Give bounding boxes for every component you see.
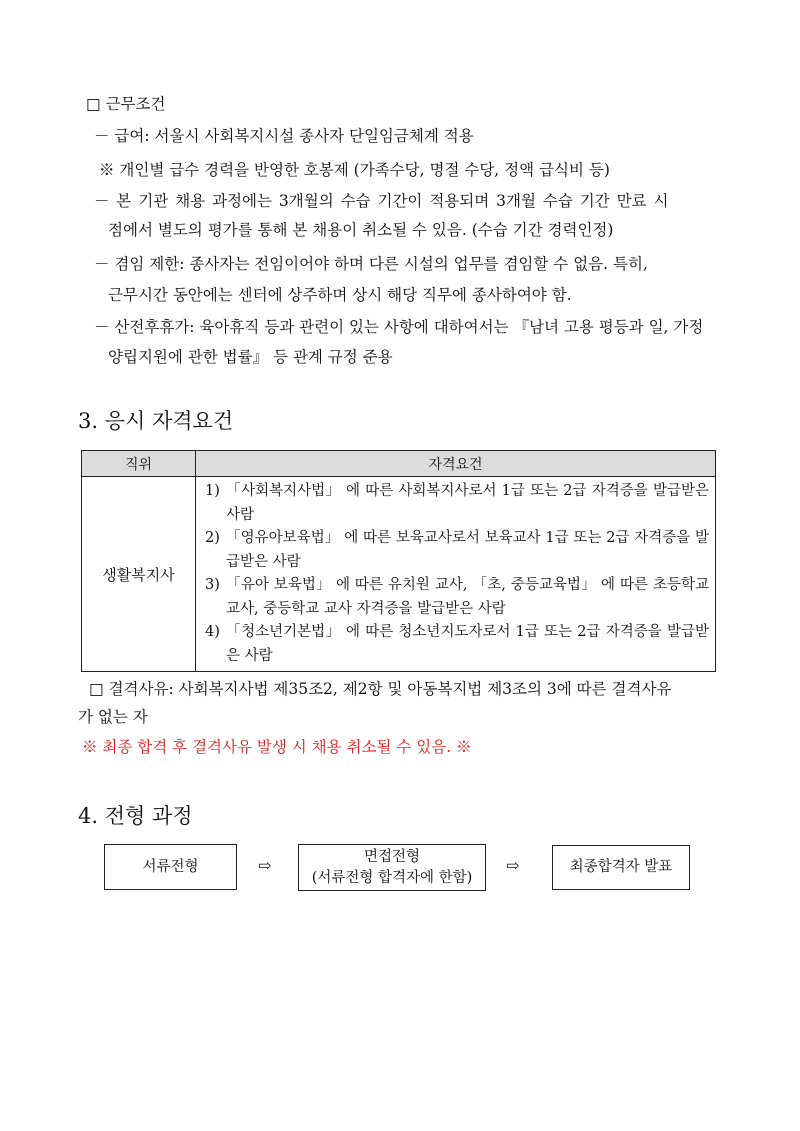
process-step-document-screening (104, 844, 237, 890)
dual-post-line-1: － 겸임 제한: 종사자는 전임이어야 하며 다른 시설의 업무를 겸임할 수 없음. 특히, (94, 255, 648, 273)
process-step-interview (298, 844, 486, 891)
requirement-text: 「영유아보육법」 에 따른 보육교사로서 보육교사 1급 또는 2급 자격증을 발급받은 사람 (226, 530, 709, 570)
step-label: 최종합격자 발표 (569, 859, 673, 875)
section-3-heading: 3. 응시 자격요건 (78, 409, 234, 433)
header-position: 직위 (82, 451, 196, 477)
step-label: 면접전형 (363, 848, 421, 865)
salary-note-line: ※ 개인별 급수 경력을 반영한 호봉제 (가족수당, 명절 수당, 정액 급식비 등) (99, 161, 610, 179)
dual-post-line-2: 근무시간 동안에는 센터에 상주하며 상시 해당 직무에 종사하여야 함. (108, 286, 572, 304)
step-sublabel: (서류전형 합격자에 한함) (311, 869, 473, 886)
requirement-item (205, 527, 709, 574)
salary-line: － 급여: 서울시 사회복지시설 종사자 단일임금체계 적용 (94, 127, 474, 145)
probation-line-1: － 본 기관 채용 과정에는 3개월의 수습 기간이 적용되며 3개월 수습 기간 만료 시 (94, 192, 669, 210)
requirement-item (205, 480, 709, 527)
disqualification-line-1: □ 결격사유: 사회복지사법 제35조2, 제2항 및 아동복지법 제3조의 3에 따른 결격사유 (89, 680, 672, 698)
header-requirements: 자격요건 (196, 451, 716, 477)
probation-line-2: 점에서 별도의 평가를 통해 본 채용이 취소될 수 있음. (수습 기간 경력인정) (108, 221, 614, 239)
requirement-text: 「사회복지사법」 에 따른 사회복지사로서 1급 또는 2급 자격증을 발급받은 사람 (226, 483, 709, 523)
process-step-final-announcement (552, 845, 690, 890)
table-header-row (82, 451, 716, 477)
section-4-heading: 4. 전형 과정 (78, 804, 193, 828)
qualification-table (81, 450, 716, 672)
disqualification-warning: ※ 최종 합격 후 결격사유 발생 시 채용 취소될 수 있음. ※ (82, 738, 472, 756)
disqualification-line-2: 가 없는 자 (78, 708, 148, 726)
maternity-leave-line-2: 양립지원에 관한 법률』 등 관계 규정 준용 (108, 348, 393, 366)
arrow-right-icon: ⇨ (258, 856, 272, 875)
requirement-item (205, 621, 709, 668)
table-row (82, 477, 716, 672)
requirement-number: 4) (205, 624, 220, 640)
requirements-cell (196, 477, 716, 672)
requirement-text: 「유아 보육법」 에 따른 유치원 교사, 「초, 중등교육법」 에 따른 초등학교교사, 중등학교 교사 자격증을 발급받은 사람 (226, 577, 709, 617)
step-label: 서류전형 (142, 858, 199, 875)
requirement-number: 1) (205, 483, 220, 499)
maternity-leave-line-1: － 산전후휴가: 육아휴직 등과 관련이 있는 사항에 대하여서는 『남녀 고용 평등과 일, 가정 (94, 318, 704, 336)
position-cell: 생활복지사 (82, 477, 196, 672)
requirement-number: 3) (205, 577, 220, 593)
arrow-right-icon: ⇨ (506, 856, 520, 875)
work-conditions-title: □ 근무조건 (86, 95, 166, 113)
requirement-text: 「청소년기본법」 에 따른 청소년지도자로서 1급 또는 2급 자격증을 발급받은 사람 (226, 624, 709, 664)
requirement-number: 2) (205, 530, 220, 546)
requirement-item (205, 574, 709, 621)
